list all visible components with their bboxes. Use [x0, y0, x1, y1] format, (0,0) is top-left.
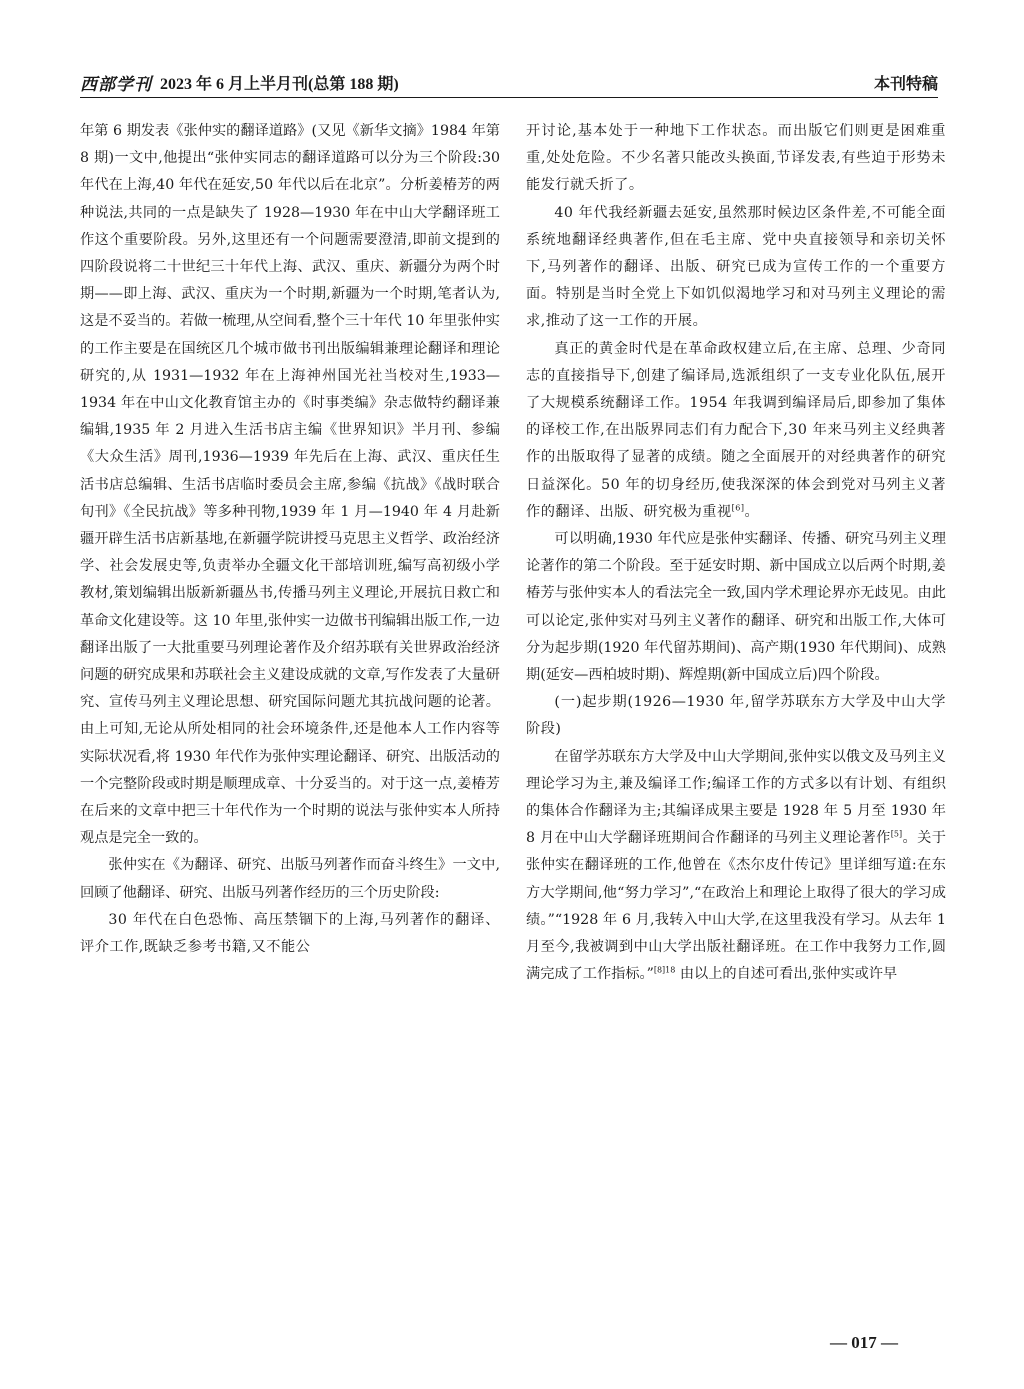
block-quote — [526, 336, 946, 526]
paragraph-text: 由以上的自述可看出,张仲实或许早 — [675, 966, 898, 983]
section-label: 本刊特稿 — [873, 76, 938, 93]
body-paragraph: 可以明确,1930 年代应是张仲实翻译、传播、研究马列主义理论著作的第二个阶段。至于延安时期、新中国成立以后两个时期,姜椿芳与张仲实本人的看法完全一致,国内学术理论界亦无歧见。由此可以论定,张仲实对马列主义著作的翻译、研究和出版工作,大体可分为起步期(1920 年代留苏期间)、高产期(1930 年代期间)、成熟期(延安—西柏坡时期)、辉煌期(新中国成立后)四个阶段。 — [526, 531, 946, 684]
body-paragraph: 年第 6 期发表《张仲实的翻译道路》(又见《新华文摘》1984 年第 8 期)一文中,他提出“张仲实同志的翻译道路可以分为三个阶段:30 年代在上海,40 年代在延安,50 年代以后在北京”。分析姜椿芳的两种说法,共同的一点是缺失了 1928—1930 年在中山大学翻译班工作这个重要阶段。另外,这里还有一个问题需要澄清,即前文提到的四阶段说将二十世纪三十年代上海、武汉、重庆、新疆分为两个时期——即上海、武汉、重庆为一个时期,新疆为一个时期,笔者认为,这是不妥当的。若做一梳理,从空间看,整个三十年代 10 年里张仲实的工作主要是在国统区几个城市做书刊出版编辑兼理论翻译和理论研究的,从 1931—1932 年在上海神州国光社当校对生,1933—1934 年在中山文化教育馆主办的《时事类编》杂志做特约翻译兼编辑,1935 年 2 月进入生活书店主编《世界知识》半月刊、参编《大众生活》周刊,1936—1939 年先后在上海、武汉、重庆任生活书店总编辑、生活书店临时委员会主席,参编《抗战》《战时联合旬刊》《全民抗战》等多种刊物,1939 年 1 月—1940 年 4 月赴新疆开辟生活书店新基地,在新疆学院讲授马克思主义哲学、政治经济学、社会发展史等,负责举办全疆文化干部培训班,编写高初级小学教材,策划编辑出版新新疆丛书,传播马列主义理论,开展抗日救亡和革命文化建设等。这 10 年里,张仲实一边做书刊编辑出版工作,一边翻译出版了一大批重要马列理论著作及介绍苏联有关世界政治经济问题的研究成果和苏联社会主义建设成就的文章,写作发表了大量研究、宣传马列主义理论思想、研究国际问题尤其抗战问题的论著。由上可知,无论从所处相同的社会环境条件,还是他本人工作内容等实际状况看,将 1930 年代作为张仲实理论翻译、研究、出版活动的一个完整阶段或时期是顺理成章、十分妥当的。对于这一点,姜椿芳在后来的文章中把三十年代作为一个时期的说法与张仲实本人所持观点是完全一致的。 — [80, 123, 500, 847]
quote-end: 。 — [744, 503, 760, 520]
journal-logo: 西部学刊 — [80, 75, 152, 95]
right-column — [526, 118, 946, 989]
page-number: — 017 — — [830, 1333, 898, 1352]
block-quote: 40 年代我经新疆去延安,虽然那时候边区条件差,不可能全面系统地翻译经典著作,但在毛主席、党中央直接领导和亲切关怀下,马列著作的翻译、出版、研究已成为宣传工作的一个重要方面。特别是当时全党上下如饥似渴地学习和对马列主义理论的需求,推动了这一工作的开展。 — [526, 204, 946, 330]
left-column — [80, 118, 500, 961]
body-paragraph: 张仲实在《为翻译、研究、出版马列著作而奋斗终生》一文中,回顾了他翻译、研究、出版马列著作经历的三个历史阶段: — [80, 857, 500, 901]
quote-text: 真正的黄金时代是在革命政权建立后,在主席、总理、少奇同志的直接指导下,创建了编译局,选派组织了一支专业化队伍,展开了大规模系统翻译工作。1954 年我调到编译局后,即参加了集体的译校工作,在出版界同志们有力配合下,30 年来马列主义经典著作的出版取得了显著的成绩。随之全面展开的对经典著作的研究日益深化。50 年的切身经历,使我深深的体会到党对马列主义著作的翻译、出版、研究极为重视 — [526, 340, 946, 520]
header-rule — [80, 97, 938, 98]
block-quote: 30 年代在白色恐怖、高压禁锢下的上海,马列著作的翻译、评介工作,既缺乏参考书籍,又不能公 — [80, 911, 500, 956]
citation-ref: [6] — [731, 503, 745, 513]
citation-ref: [8]18 — [653, 965, 676, 975]
issue-info: 2023 年 6 月上半月刊(总第 188 期) — [160, 76, 399, 93]
section-heading: (一)起步期(1926—1930 年,留学苏联东方大学及中山大学阶段) — [526, 694, 946, 738]
page-header — [80, 68, 938, 98]
paragraph-text: 在留学苏联东方大学及中山大学期间,张仲实以俄文及马列主义理论学习为主,兼及编译工作;编译工作的方式多以有计划、有组织的集体合作翻译为主;其编译成果主要是 1928 年 5 月至 1930 年 8 月在中山大学翻译班期间合作翻译的马列主义理论著作 — [526, 748, 946, 847]
citation-ref: [5] — [890, 829, 903, 839]
body-paragraph — [526, 744, 946, 989]
block-quote: 开讨论,基本处于一种地下工作状态。而出版它们则更是困难重重,处处危险。不少名著只能改头换面,节译发表,有些迫于形势未能发行就夭折了。 — [526, 123, 946, 194]
paragraph-text: 。关于张仲实在翻译班的工作,他曾在《杰尔皮什传记》里详细写道:在东方大学期间,他“努力学习”,“在政治上和理论上取得了很大的学习成绩。”“1928 年 6 月,我转入中山大学,在这里我没有学习。从去年 1 月至今,我被调到中山大学出版社翻译班。在工作中我努力工作,圆满完成了工作指标。” — [526, 830, 946, 983]
